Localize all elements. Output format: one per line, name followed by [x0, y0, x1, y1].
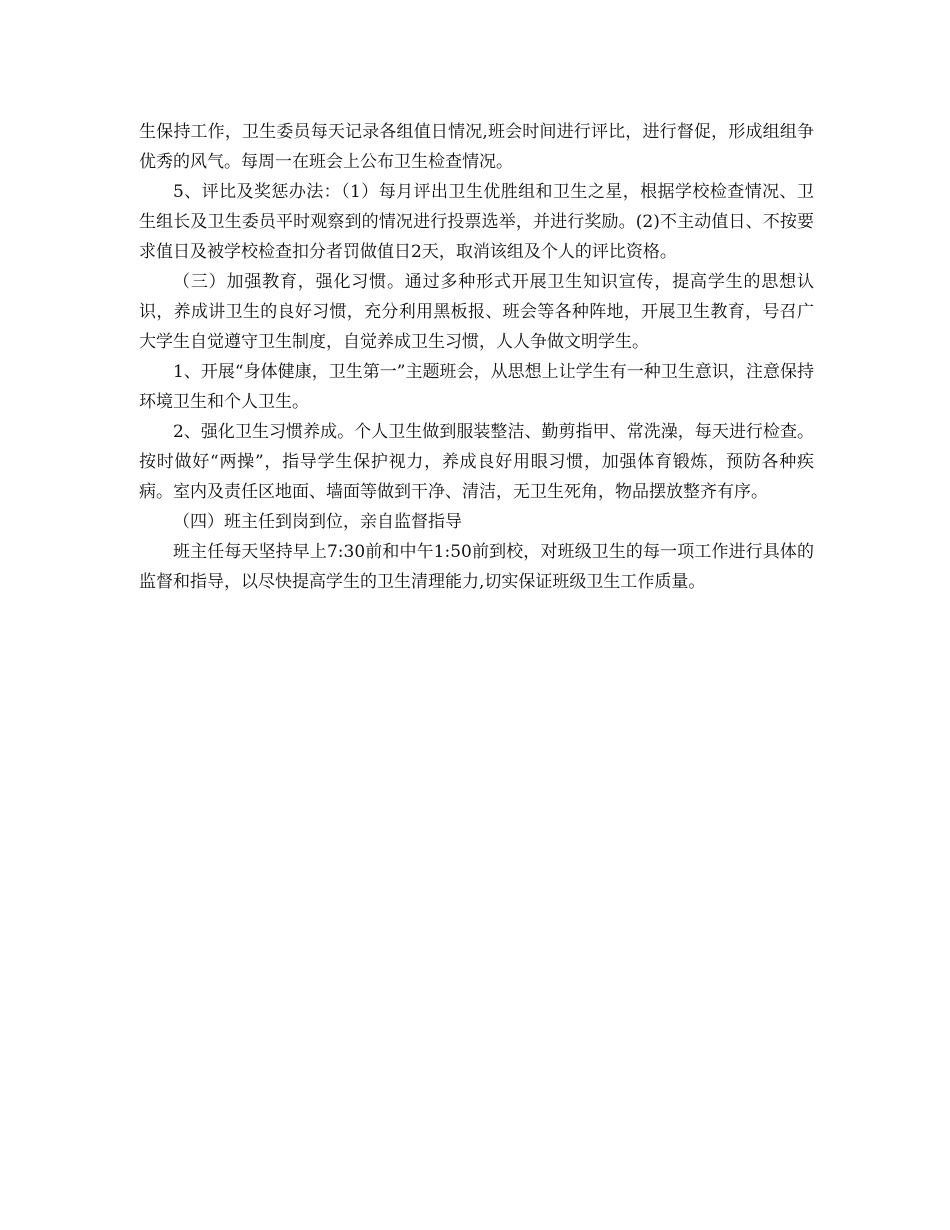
paragraph-continuation: 生保持工作，卫生委员每天记录各组值日情况,班会时间进行评比，进行督促，形成组组争优秀的风气。每周一在班会上公布卫生检查情况。 [139, 122, 814, 172]
paragraph-section-three: （三）加强教育，强化习惯。通过多种形式开展卫生知识宣传，提高学生的思想认识，养成讲卫生的良好习惯，充分利用黑板报、班会等各种阵地，开展卫生教育，号召广大学生自觉遵守卫生制度，自觉养成卫生习惯，人人争做文明学生。 [139, 272, 814, 352]
paragraph-evaluation-rules: 5、评比及奖惩办法：（1）每月评出卫生优胜组和卫生之星，根据学校检查情况、卫生组长及卫生委员平时观察到的情况进行投票选举，并进行奖励。(2)不主动值日、不按要求值日及被学校检查扣分者罚做值日2天，取消该组及个人的评比资格。 [139, 182, 814, 262]
paragraph-head-teacher-duty: 班主任每天坚持早上7:30前和中午1:50前到校，对班级卫生的每一项工作进行具体的监督和指导，以尽快提高学生的卫生清理能力,切实保证班级卫生工作质量。 [139, 542, 814, 592]
paragraph-section-four-heading: （四）班主任到岗到位，亲自监督指导 [173, 512, 462, 532]
paragraph-hygiene-habits: 2、强化卫生习惯养成。个人卫生做到服装整洁、勤剪指甲、常洗澡，每天进行检查。按时做好“两操”，指导学生保护视力，养成良好用眼习惯，加强体育锻炼，预防各种疾病。室内及责任区地面、墙面等做到干净、清洁，无卫生死角，物品摆放整齐有序。 [139, 422, 814, 502]
document-body [139, 117, 814, 597]
paragraph-theme-class-meeting: 1、开展“身体健康，卫生第一”主题班会，从思想上让学生有一种卫生意识，注意保持环境卫生和个人卫生。 [139, 362, 814, 412]
